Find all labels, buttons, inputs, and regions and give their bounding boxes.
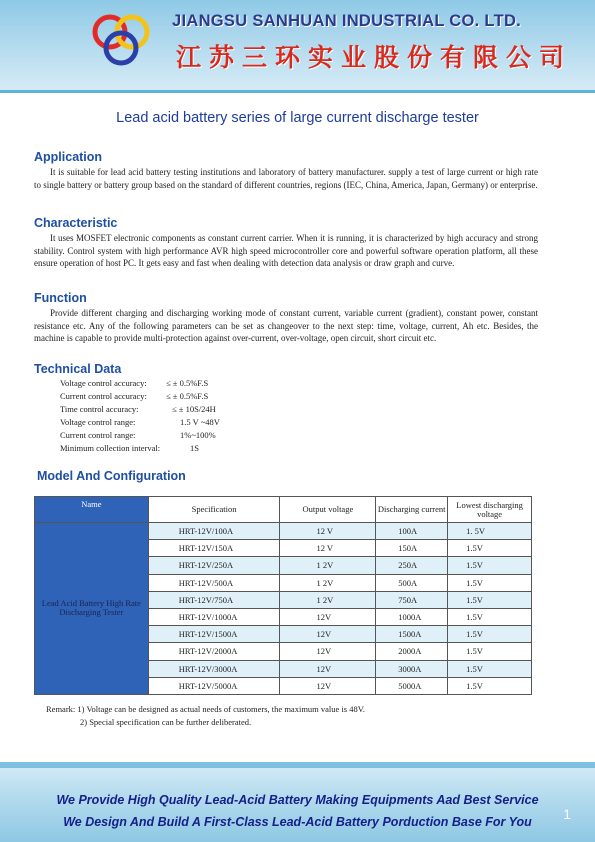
- cell-lowest-voltage: 1.5V: [448, 643, 532, 660]
- spec-label: Time control accuracy:: [60, 404, 139, 414]
- spec-label: Voltage control range:: [60, 417, 136, 427]
- col-header-name: Name: [35, 497, 149, 523]
- cell-discharging-current: 1500A: [376, 626, 448, 643]
- spec-value: 1S: [190, 443, 199, 453]
- table-row: [35, 523, 532, 540]
- document-title: Lead acid battery series of large current discharge tester: [116, 110, 479, 126]
- spec-value: 1.5 V ~48V: [180, 417, 220, 427]
- table-header-row: [35, 497, 532, 523]
- cell-specification: HRT-12V/750A: [148, 591, 280, 608]
- spec-value: ≤ ± 10S/24H: [172, 404, 216, 414]
- cell-lowest-voltage: 1.5V: [448, 677, 532, 694]
- cell-discharging-current: 2000A: [376, 643, 448, 660]
- cell-output-voltage: 1 2V: [280, 574, 376, 591]
- cell-output-voltage: 12 V: [280, 540, 376, 557]
- cell-lowest-voltage: 1.5V: [448, 660, 532, 677]
- cell-discharging-current: 3000A: [376, 660, 448, 677]
- cell-output-voltage: 1 2V: [280, 591, 376, 608]
- cell-discharging-current: 250A: [376, 557, 448, 574]
- cell-output-voltage: 1 2V: [280, 557, 376, 574]
- application-text: It is suitable for lead acid battery testing institutions and laboratory of battery manufacturer. supply a test of large current or high rate to single battery or battery group based on the standard of different countries, regions (IEC, China, America, Japan, Germany) or enterprise.: [34, 167, 538, 190]
- col-header-specification: Specification: [148, 497, 280, 523]
- remark-line-2: 2) Special specification can be further deliberated.: [80, 717, 252, 727]
- spec-label: Current control accuracy:: [60, 391, 147, 401]
- footer-divider: [0, 762, 595, 768]
- model-config-table: [34, 496, 532, 695]
- cell-specification: HRT-12V/3000A: [148, 660, 280, 677]
- header-divider: [0, 90, 595, 93]
- cell-discharging-current: 150A: [376, 540, 448, 557]
- cell-lowest-voltage: 1.5V: [448, 608, 532, 625]
- footer-slogan-2: We Design And Build A First-Class Lead-Acid Battery Porduction Base For You: [63, 815, 532, 829]
- function-heading: Function: [34, 291, 87, 305]
- footer-slogan-1: We Provide High Quality Lead-Acid Battery Making Equipments Aad Best Service: [56, 793, 539, 807]
- cell-lowest-voltage: 1.5V: [448, 540, 532, 557]
- cell-specification: HRT-12V/1500A: [148, 626, 280, 643]
- cell-output-voltage: 12V: [280, 660, 376, 677]
- cell-lowest-voltage: 1.5V: [448, 557, 532, 574]
- cell-discharging-current: 500A: [376, 574, 448, 591]
- cell-specification: HRT-12V/2000A: [148, 643, 280, 660]
- col-header-lowest-voltage: Lowest discharging voltage: [448, 497, 532, 523]
- cell-specification: HRT-12V/150A: [148, 540, 280, 557]
- spec-value: ≤ ± 0.5%F.S: [166, 378, 209, 388]
- cell-discharging-current: 1000A: [376, 608, 448, 625]
- cell-specification: HRT-12V/250A: [148, 557, 280, 574]
- cell-output-voltage: 12V: [280, 643, 376, 660]
- cell-output-voltage: 12V: [280, 677, 376, 694]
- cell-output-voltage: 12V: [280, 608, 376, 625]
- spec-label: Minimum collection interval:: [60, 443, 161, 453]
- cell-specification: HRT-12V/500A: [148, 574, 280, 591]
- cell-output-voltage: 12V: [280, 626, 376, 643]
- cell-discharging-current: 100A: [376, 523, 448, 540]
- cell-lowest-voltage: 1. 5V: [448, 523, 532, 540]
- characteristic-text: It uses MOSFET electronic components as constant current carrier. When it is running, it is characterized by high accuracy and strong stability. Control system with high performance AVR high speed microcontroller core and powerful software operation platform, all these ensure operation of host PC. It gets easy and fast when dealing with detection data analysis or draw graph and curve.: [34, 233, 538, 269]
- characteristic-heading: Characteristic: [34, 216, 118, 230]
- function-text: Provide different charging and discharging working mode of constant current, variable current (gradient), constant power, constant resistance etc. Any of the following parameters can be set as changeover to the next step: time, voltage, current, Ah etc. Besides, the machine is capable to provide multi-protection against over-current, over-voltage, open circuit, short circuit etc.: [34, 308, 538, 344]
- cell-specification: HRT-12V/100A: [148, 523, 280, 540]
- cell-specification: HRT-12V/5000A: [148, 677, 280, 694]
- remark-line-1: Remark: 1) Voltage can be designed as actual needs of customers, the maximum value is 48V.: [46, 704, 365, 714]
- spec-label: Current control range:: [60, 430, 136, 440]
- cell-discharging-current: 750A: [376, 591, 448, 608]
- application-heading: Application: [34, 150, 103, 164]
- cell-specification: HRT-12V/1000A: [148, 608, 280, 625]
- cell-lowest-voltage: 1.5V: [448, 574, 532, 591]
- col-header-output-voltage: Output voltage: [280, 497, 376, 523]
- technical-data-heading: Technical Data: [34, 362, 122, 376]
- col-header-discharging-current: Discharging current: [376, 497, 448, 523]
- company-name-cn: 江苏三环实业股份有限公司: [176, 43, 573, 72]
- model-config-heading: Model And Configuration: [37, 469, 186, 483]
- cell-lowest-voltage: 1.5V: [448, 626, 532, 643]
- spec-label: Voltage control accuracy:: [60, 378, 147, 388]
- company-name-en: JIANGSU SANHUAN INDUSTRIAL CO. LTD.: [172, 12, 522, 30]
- cell-discharging-current: 5000A: [376, 677, 448, 694]
- spec-value: 1%~100%: [180, 430, 216, 440]
- page-number: 1: [563, 806, 571, 822]
- three-rings-logo-icon: [86, 8, 158, 70]
- page-header: [0, 0, 595, 90]
- spec-value: ≤ ± 0.5%F.S: [166, 391, 209, 401]
- cell-lowest-voltage: 1.5V: [448, 591, 532, 608]
- cell-output-voltage: 12 V: [280, 523, 376, 540]
- product-name-cell: Lead Acid Battery High Rate Discharging Tester: [35, 523, 149, 695]
